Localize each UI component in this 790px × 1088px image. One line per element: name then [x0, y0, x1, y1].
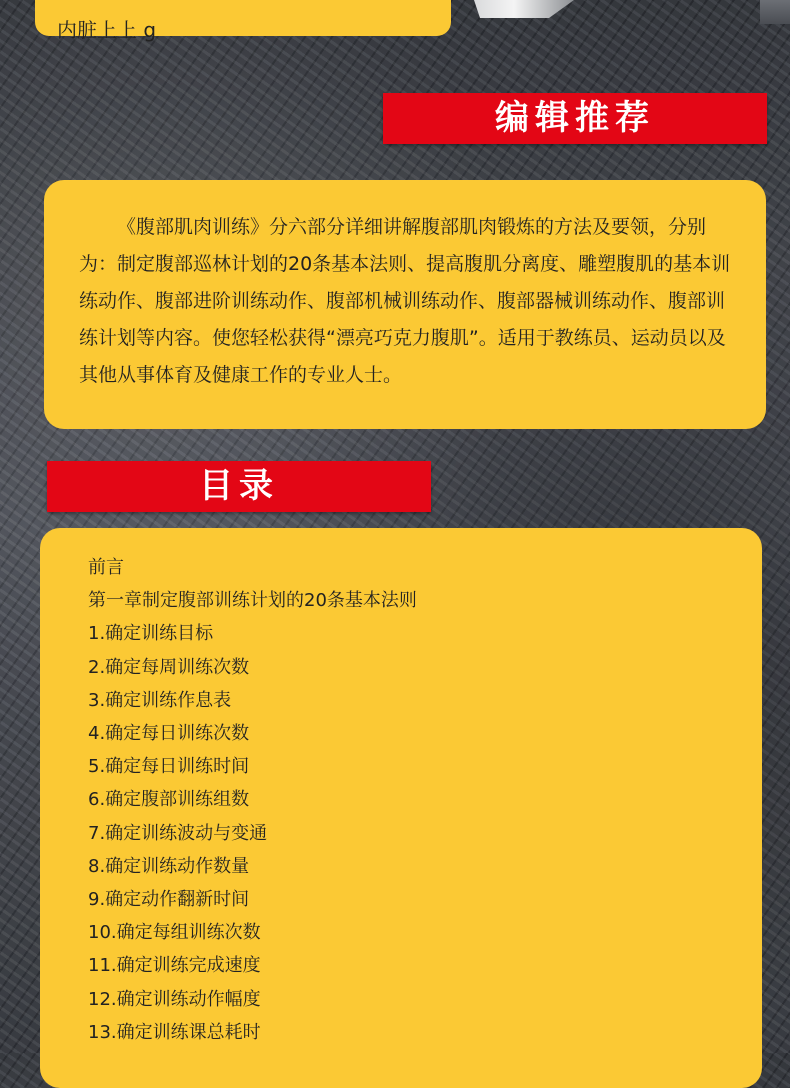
toc-list [88, 551, 417, 1049]
toc-item: 6.确定腹部训练组数 [88, 789, 250, 811]
top-photo-fragment-right [760, 0, 790, 24]
banner-toc: 目录 [47, 461, 431, 512]
intro-text: 《腹部肌肉训练》分六部分详细讲解腹部肌肉锻炼的方法及要领，分别为：制定腹部巡林计划的20条基本法则、提高腹肌分离度、雕塑腹肌的基本训练动作、腹部进阶训练动作、腹部机械训练动作、腹部器械训练动作、腹部训练计划等内容。使您轻松获得“漂亮巧克力腹肌”。适用于教练员、运动员以及其他从事体育及健康工作的专业人士。 [79, 216, 731, 386]
intro-card [44, 180, 766, 429]
toc-item: 13.确定训练课总耗时 [88, 1021, 261, 1043]
toc-item: 前言 [88, 557, 124, 578]
top-photo-fragment [474, 0, 574, 18]
top-card [35, 0, 451, 42]
toc-item: 4.确定每日训练次数 [88, 723, 250, 745]
toc-item: 9.确定动作翻新时间 [88, 889, 250, 911]
banner-recommend: 编辑推荐 [383, 93, 767, 144]
top-card-text: 内脏上上 g [57, 18, 157, 42]
toc-card [40, 528, 762, 1088]
toc-item: 8.确定训练动作数量 [88, 855, 250, 877]
toc-item: 7.确定训练波动与变通 [88, 822, 268, 844]
toc-item: 1.确定训练目标 [88, 623, 214, 645]
toc-item: 5.确定每日训练时间 [88, 756, 250, 778]
toc-item: 10.确定每组训练次数 [88, 922, 261, 944]
toc-item: 2.确定每周训练次数 [88, 656, 250, 678]
toc-item: 11.确定训练完成速度 [88, 955, 261, 977]
toc-item: 12.确定训练动作幅度 [88, 988, 261, 1010]
toc-item: 3.确定训练作息表 [88, 689, 232, 711]
toc-item: 第一章制定腹部训练计划的20条基本法则 [88, 590, 417, 612]
